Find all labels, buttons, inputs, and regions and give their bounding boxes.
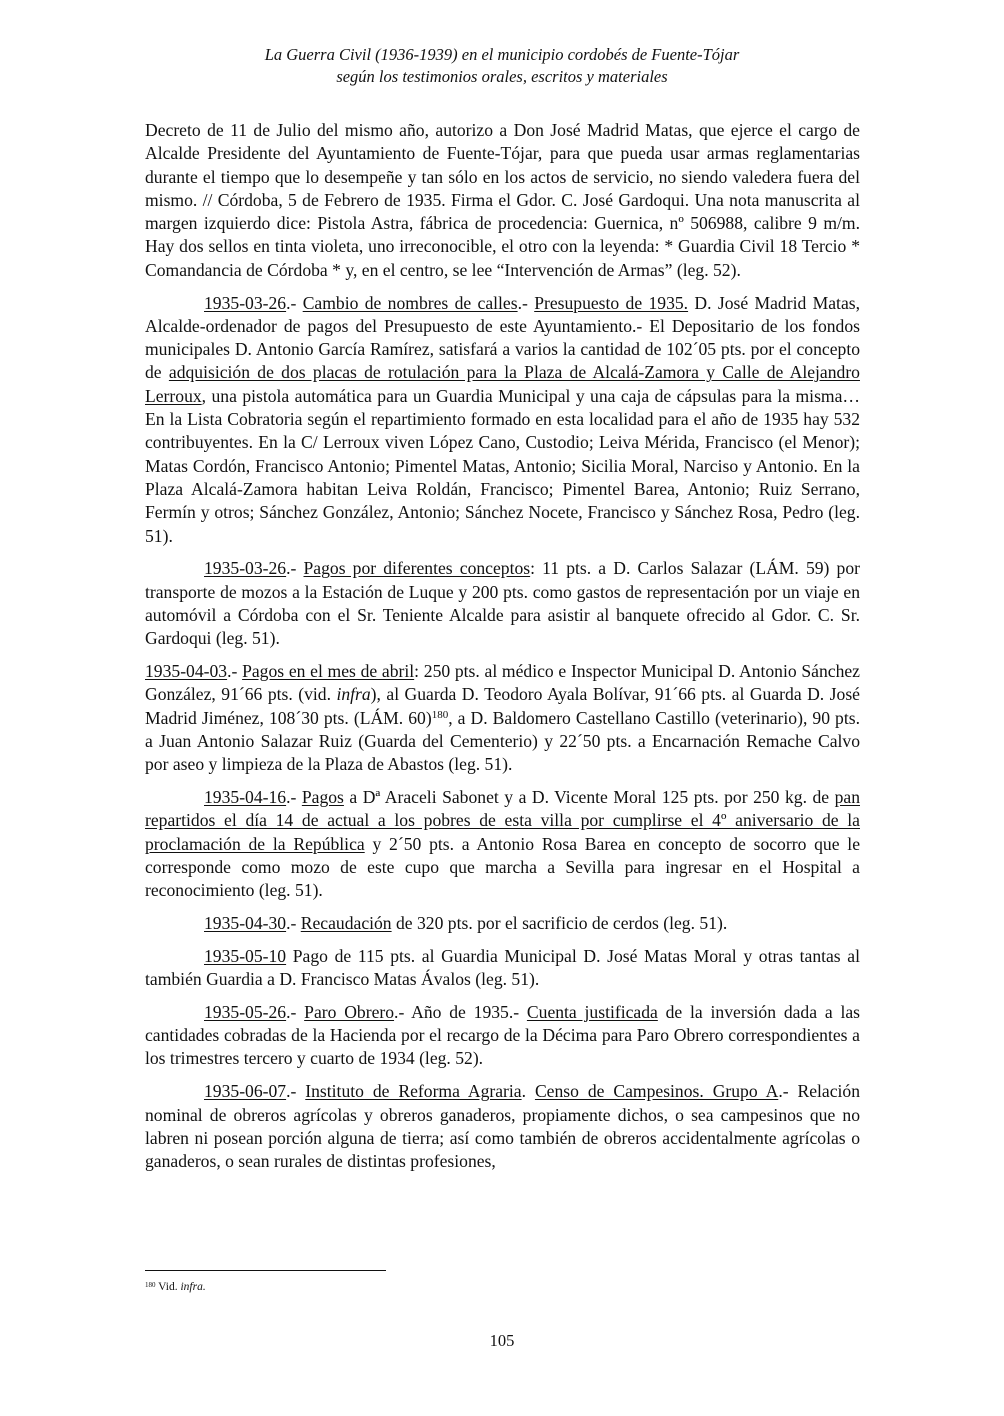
footnote: $^{180}$ Vid. infra. xyxy=(145,1281,206,1293)
footnote-number: 180 xyxy=(145,1281,156,1289)
entry-topic: Pagos por diferentes conceptos xyxy=(303,558,531,579)
paragraph-decree: Decreto de 11 de Julio del mismo año, autorizo a Don José Madrid Matas, que ejerce el cargo de Alcalde Presidente del Ayuntamiento de Fuente-Tójar, para que pueda usar armas reglamentarias durante el tiempo que lo desempeñe y tan sólo en los actos de servicio, no siendo valedera fuera del mismo. // Córdoba, 5 de Febrero de 1935. Firma el Gdor. C. José Gardoqui. Una nota manuscrita al margen izquierdo dice: Pistola Astra, fábrica de procedencia: Guernica, nº 506988, calibre 9 m/m. Hay dos sellos en tinta violeta, uno irreconocible, el otro con la leyenda: * Guardia Civil 18 Tercio * Comandancia de Córdoba * y, en el centro, se lee “Intervención de Armas” (leg. 52). xyxy=(145,120,860,280)
entry-date: 1935-04-30 xyxy=(204,913,287,933)
entry-date: 1935-05-10 xyxy=(204,945,287,966)
header-line-1: La Guerra Civil (1936-1939) en el municipio cordobés de Fuente-Tójar xyxy=(264,45,740,64)
entry-1935-06-07: 1935-06-07.- Instituto de Reforma Agraria. Censo de Campesinos. Grupo A.- Relación nominal de obreros agrícolas y obreros ganaderos, propiamente dichos, o sea campesinos que no labren ni posean porción alguna de tierra; así como también de obreros accidentalmente agrícolas o ganaderos, o sean rurales de distintas profesiones, xyxy=(145,1081,861,1172)
entry-topic: Cambio de nombres de calles xyxy=(302,292,518,313)
entry-1935-04-30: 1935-04-30.- Recaudación de 320 pts. por el sacrificio de cerdos (leg. 51). xyxy=(204,913,728,933)
entry-topic: Pagos xyxy=(301,787,344,808)
footnote-separator xyxy=(145,1270,386,1271)
entry-topic: pan repartidos el día 14 de actual a los pobres de esta villa por cumplirse el 4º aniversario de la proclamación de la República xyxy=(145,787,860,854)
entry-date: 1935-05-26 xyxy=(204,1001,287,1022)
entry-1935-03-26-calles: 1935-03-26.- Cambio de nombres de calles.- Presupuesto de 1935. D. José Madrid Matas, Alcalde-ordenador de pagos del Presupuesto de este Ayuntamiento.- El Depositario de los fondos municipales D. Antonio García Ramírez, satisfará a varios la cantidad de 102´05 pts. por el concepto de adquisición de dos placas de rotulación para la Plaza de Alcalá-Zamora y Calle de Alejandro Lerroux, una pistola automática para un Guardia Municipal y una caja de cápsulas para la misma… En la Lista Cobratoria según el repartimiento formado en esta localidad para el año de 1935 hay 532 contribuyentes. En la C/ Lerroux viven López Cano, Custodio; Leiva Mérida, Francisco (el Menor); Matas Cordón, Francisco Antonio; Pimentel Matas, Antonio; Sicilia Moral, Narciso y Antonio. En la Plaza Alcalá-Zamora habitan Leiva Roldán, Francisco; Pimentel Barea, Antonio; Ruiz Serrano, Fermín y otros; Sánchez González, Antonio; Sánchez Nocete, Francisco y Sánchez Rosa, Pedro (leg. 51). xyxy=(145,292,861,546)
entry-1935-04-03: 1935-04-03.- Pagos en el mes de abril: 250 pts. al médico e Inspector Municipal D. Antonio Sánchez González, 91´66 pts. (vid. infra), al Guarda D. Teodoro Ayala Bolívar, 91´66 pts. al Guarda D. José Madrid Jiménez, 108´30 pts. (LÁM. 60)$^{180}$, a D. Baldomero Castellano Castillo (veterinario), 90 pts. a Juan Antonio Salazar Ruiz (Guarda del Cementerio) y 22´50 pts. a Encarnación Remache Calvo por aseo y limpieza de la Plaza de Abastos (leg. 51). xyxy=(145,661,860,775)
entry-topic: Recaudación xyxy=(300,913,392,933)
body-text xyxy=(145,119,860,1183)
header-line-2: según los testimonios orales, escritos y materiales xyxy=(336,67,668,86)
entry-topic: Pagos en el mes de abril xyxy=(242,661,415,682)
entry-topic: Paro Obrero xyxy=(304,1001,395,1022)
entry-topic: Cuenta justificada xyxy=(526,1001,658,1022)
entry-1935-03-26-pagos: 1935-03-26.- Pagos por diferentes conceptos: 11 pts. a D. Carlos Salazar (LÁM. 59) por transporte de mozos a la Estación de Luque y 200 pts. como gastos de representación por un viaje en automóvil a Córdoba con el Sr. Teniente Alcalde para asistir al banquete ofrecido al Gdor. C. Sr. Gardoqui (leg. 51). xyxy=(145,558,861,649)
entry-1935-05-26: 1935-05-26.- Paro Obrero.- Año de 1935.- Cuenta justificada de la inversión dada a las cantidades cobradas de la Hacienda por el recargo de la Décima para Paro Obrero correspondientes a los trimestres tercero y cuarto de 1934 (leg. 52). xyxy=(145,1001,860,1069)
footnote-reference[interactable]: 180 xyxy=(431,708,449,721)
running-header xyxy=(0,44,1004,88)
entry-1935-05-10: 1935-05-10 Pago de 115 pts. al Guardia Municipal D. José Matas Moral y otras tantas al también Guardia a D. Francisco Matas Ávalos (leg. 51). xyxy=(145,945,860,990)
entry-date: 1935-04-03 xyxy=(145,661,228,682)
entry-date: 1935-06-07 xyxy=(204,1081,287,1102)
entry-1935-04-16: 1935-04-16.- Pagos a Dª Araceli Sabonet y a D. Vicente Moral 125 pts. por 250 kg. de pan repartidos el día 14 de actual a los pobres de esta villa por cumplirse el 4º aniversario de la proclamación de la República y 2´50 pts. a Antonio Rosa Barea en concepto de socorro que le corresponde como mozo de este cupo que marcha a Sevilla para ingresar en el Hospital a reconocimiento (leg. 51). xyxy=(145,787,861,901)
entry-date: 1935-03-26 xyxy=(204,558,287,579)
entry-topic: Instituto de Reforma Agraria xyxy=(305,1081,522,1102)
entry-topic: adquisición de dos placas de rotulación para la Plaza de Alcalá-Zamora y Calle de Alejandro Lerroux xyxy=(145,362,860,406)
entry-topic: Presupuesto de 1935. xyxy=(534,292,689,313)
entry-date: 1935-03-26 xyxy=(204,292,287,313)
entry-date: 1935-04-16 xyxy=(204,787,287,808)
entry-topic: Censo de Campesinos. Grupo A xyxy=(534,1081,779,1102)
page-number: 105 xyxy=(489,1331,515,1350)
